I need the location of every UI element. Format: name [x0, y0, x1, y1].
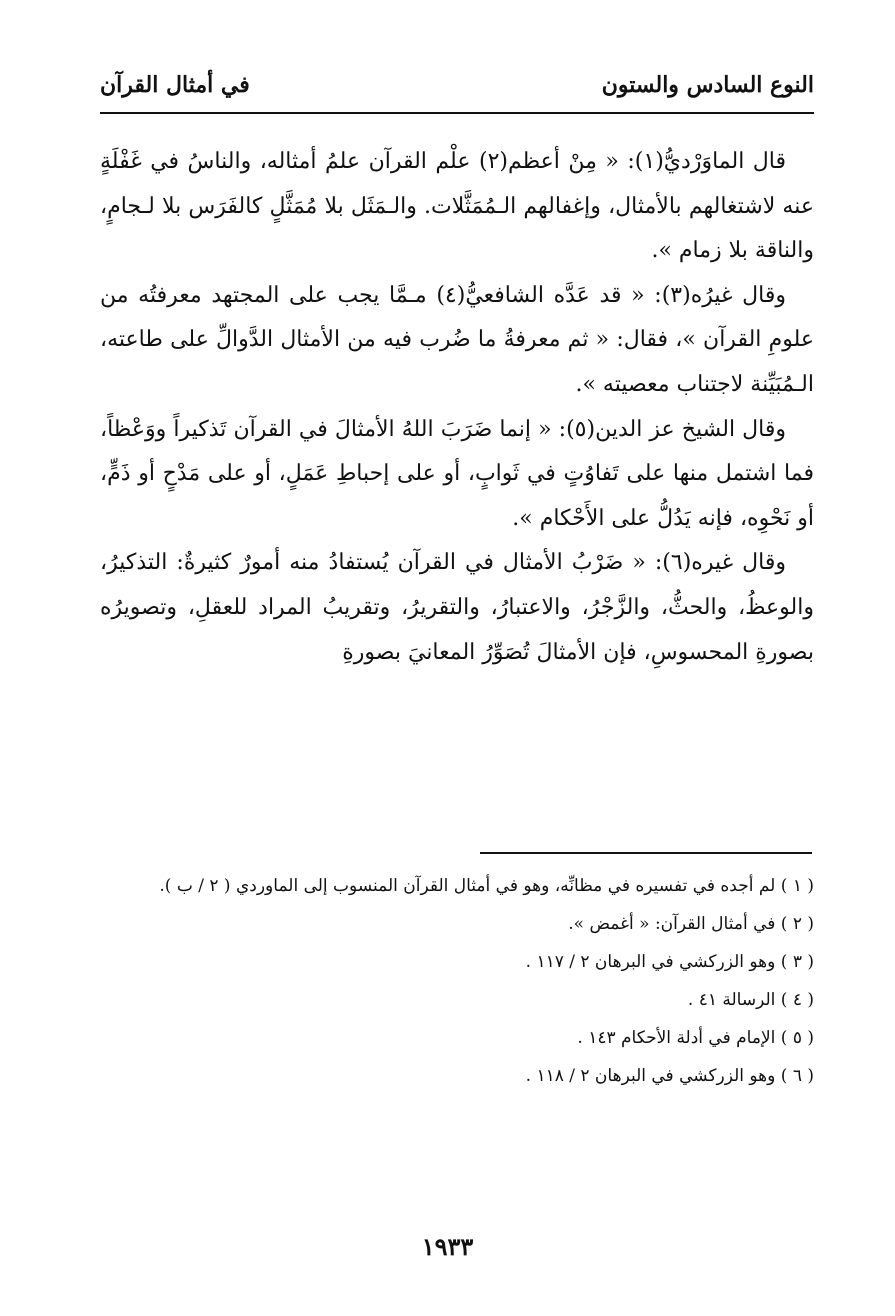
footnote-separator: [480, 852, 812, 854]
footnote-5: ( ٥ ) الإمام في أدلة الأحكام ١٤٣ .: [577, 1028, 814, 1048]
page-number: ١٩٣٣: [421, 1232, 474, 1261]
chapter-title: النوع السادس والستون: [601, 72, 814, 98]
paragraph-mawardi: قال الماوَرْديُّ(١): « مِنْ أعظم(٢) علْم القرآن علمُ أمثاله، والناسُ في غَفْلَةٍ عنه لاشتغالهم بالأمثال، وإغفالهم الـمُمَثَّلات. والـمَثَل بلا مُمَثَّلٍ كالفَرَس بلا لـجامٍ، والناقة بلا زمام ».: [100, 149, 814, 264]
footnote-1: ( ١ ) لم أجده في تفسيره في مظانِّه، وهو في أمثال القرآن المنسوب إلى الماوردي ( ٢ / ب ).: [159, 876, 814, 896]
paragraph-other: وقال غيره(٦): « ضَرْبُ الأمثال في القرآن يُستفادُ منه أمورٌ كثيرةٌ: التذكيرُ، والوعظُ، والحثُّ، والزَّجْرُ، والاعتبارُ، والتقريرُ، وتقريبُ المراد للعقلِ، وتصويرُه بصورةِ المحسوسِ، فإن الأمثالَ تُصَوِّرُ المعانيَ بصورةِ: [100, 550, 814, 665]
main-text: [100, 140, 814, 675]
footnote-4: ( ٤ ) الرسالة ٤١ .: [687, 990, 814, 1010]
paragraph-shafii: وقال غيرُه(٣): « قد عَدَّه الشافعيُّ(٤) مـمَّا يجب على المجتهد معرفتُه من علومِ القرآن »، فقال: « ثم معرفةُ ما ضُرب فيه من الأمثال الدَّوالِّ على طاعته، الـمُبَيِّنة لاجتناب معصيته ».: [100, 282, 814, 397]
footnote-6: ( ٦ ) وهو الزركشي في البرهان ٢ / ١١٨ .: [525, 1066, 814, 1086]
footnote-2: ( ٢ ) في أمثال القرآن: « أغمض ».: [568, 914, 814, 934]
running-header: [100, 66, 814, 114]
footnotes: [100, 870, 814, 1098]
paragraph-izz-aldin: وقال الشيخ عز الدين(٥): « إنما ضَرَبَ اللهُ الأمثالَ في القرآن تَذكيراً ووَعْظاً، فما اشتمل منها على تَفاوُتٍ في ثَوابٍ، أو على إحباطِ عَمَلٍ، أو على مَدْحٍ أو ذَمٍّ، أو نَحْوِه، فإنه يَدُلُّ على الأَحْكام ».: [100, 416, 814, 531]
book-section-title: في أمثال القرآن: [100, 72, 250, 98]
footnote-3: ( ٣ ) وهو الزركشي في البرهان ٢ / ١١٧ .: [525, 952, 814, 972]
